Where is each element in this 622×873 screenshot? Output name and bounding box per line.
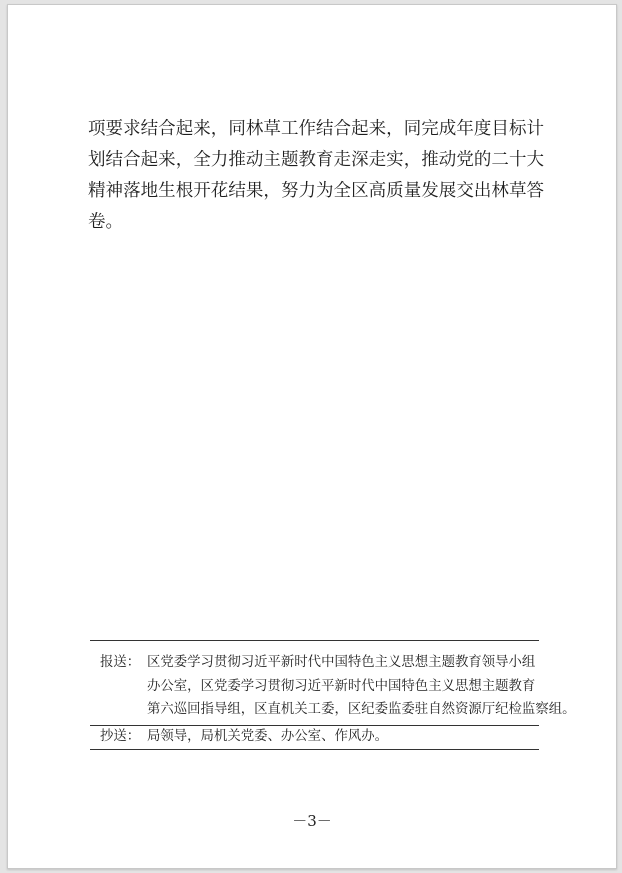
body-line: 精神落地生根开花结果，努力为全区高质量发展交出林草答	[88, 181, 544, 201]
distribution-rule-top	[90, 640, 539, 641]
body-line: 卷。	[88, 212, 123, 232]
copy-to-label: 抄送：	[100, 729, 141, 744]
report-to-line: 办公室，区党委学习贯彻习近平新时代中国特色主义思想主题教育	[147, 679, 536, 694]
report-to-row-cont	[147, 699, 587, 721]
page-number: －3－	[292, 812, 332, 830]
report-to-line: 区党委学习贯彻习近平新时代中国特色主义思想主题教育领导小组	[147, 655, 536, 670]
copy-to-text: 局领导，局机关党委、办公室、作风办。	[147, 729, 389, 744]
report-to-label: 报送：	[100, 655, 141, 670]
report-to-row-cont	[147, 676, 587, 698]
copy-to-row	[100, 726, 540, 748]
body-line: 项要求结合起来，同林草工作结合起来，同完成年度目标计	[88, 119, 544, 139]
report-to-row	[100, 652, 540, 674]
distribution-rule-bottom	[90, 749, 539, 750]
document-page	[7, 4, 617, 869]
body-line: 划结合起来，全力推动主题教育走深走实，推动党的二十大	[88, 150, 544, 170]
report-to-line: 第六巡回指导组，区直机关工委，区纪委监委驻自然资源厅纪检监察组。	[147, 702, 576, 717]
body-paragraph	[88, 114, 544, 238]
